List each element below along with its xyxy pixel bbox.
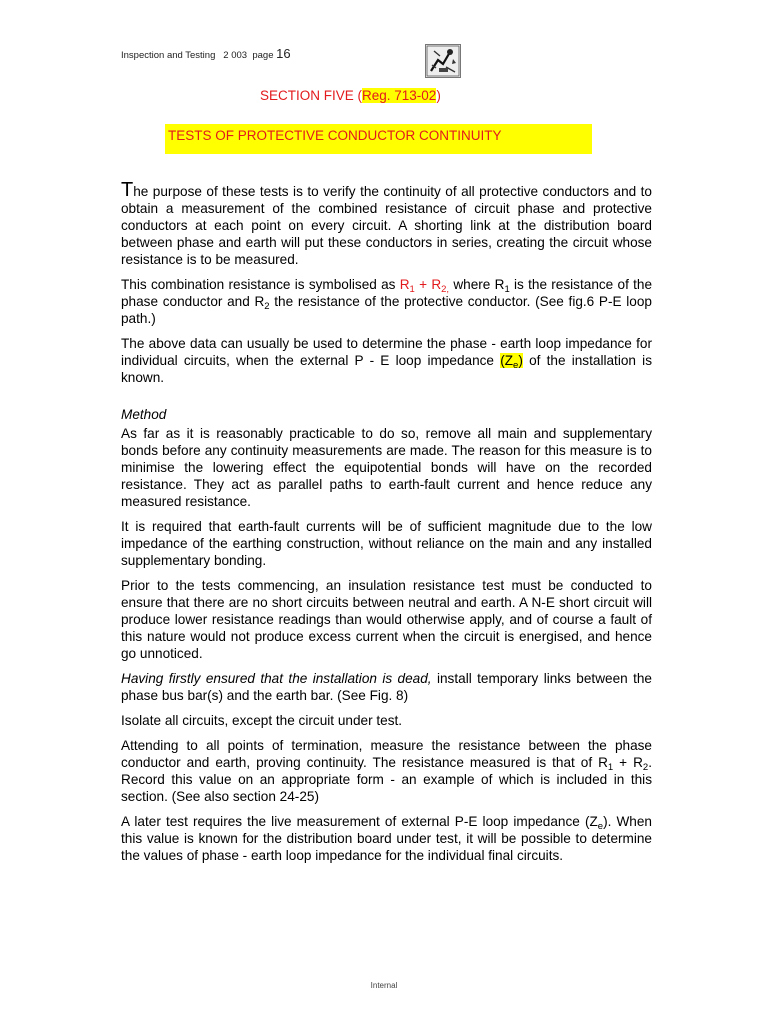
drop-cap: T [121, 179, 134, 201]
r1-plus-r2: $R_1 + R_{2,}$ [399, 277, 450, 295]
page-number: 16 [276, 46, 291, 61]
paragraph-intro: The purpose of these tests is to verify the continuity of all protective conductors and to obtain a measurement of the combined resistance of circuit phase and protective conductors at each point on every circuit. A shorting link at the distribution board between phase and earth will put these conductors in series, creating the circuit whose resistance is to be measured. [121, 179, 652, 267]
paragraph-combination: This combination resistance is symbolised as $R_1 + R_{2,}$ where $R_1$ is the resistance of the phase conductor and $R_2$ the resistance of the protective conductor. (See fig.6 P-E loop path.) [121, 277, 653, 326]
electrician-clipart-icon [425, 44, 461, 78]
title-banner [165, 124, 592, 154]
paragraph-remove-bonds: As far as it is reasonably practicable to do so, remove all main and supplementary bonds before any continuity measurements are made. The reason for this measure is to minimise the lowering effect the equipotential bonds will have on the recorded resistance. They act as parallel paths to earth-fault current and hence reduce any measured resistance. [121, 426, 652, 509]
page-header [121, 46, 291, 61]
method-heading: Method [121, 407, 167, 422]
paragraph-earth-fault: It is required that earth-fault currents will be of sufficient magnitude due to the low impedance of the earthing construction, without reliance on the main and any installed supplementary bonding. [121, 519, 652, 568]
section-suffix: ) [436, 88, 441, 103]
banner-title: TESTS OF PROTECTIVE CONDUCTOR CONTINUITY [168, 128, 502, 143]
page-footer: Internal [370, 981, 398, 990]
paragraph-loop-impedance: The above data can usually be used to determine the phase - earth loop impedance for individual circuits, when the external P - E loop impedance $(Z_e)$ of the installation is known. [121, 336, 652, 385]
section-reg: Reg. 713-02 [362, 88, 437, 103]
paragraph-measure: Attending to all points of termination, measure the resistance between the phase conductor and earth, proving continuity. The resistance measured is that of $R_1 + R_2$. Record this value on an appropriate form - an example of which is included in this section. (See also section 24-25) [121, 738, 652, 804]
paragraph-temporary-links: Having firstly ensured that the installation is dead, install temporary links between the phase bus bar(s) and the earth bar. (See Fig. 8) [121, 671, 652, 703]
ze-highlight: $(Z_e)$ [500, 353, 523, 371]
section-title [260, 88, 441, 103]
header-page-word: page [252, 50, 274, 61]
section-prefix: SECTION FIVE ( [260, 88, 363, 103]
paragraph-later-test: A later test requires the live measurement of external P-E loop impedance $(Z_e)$. When this value is known for the distribution board under test, it will be possible to determine the values of phase - earth loop impedance for the individual final circuits. [121, 814, 652, 863]
body-text [121, 179, 653, 872]
paragraph-isolate: Isolate all circuits, except the circuit under test. [121, 713, 403, 728]
header-year: 2 003 [223, 50, 248, 61]
header-label: Inspection and Testing [121, 50, 216, 61]
paragraph-insulation-test: Prior to the tests commencing, an insulation resistance test must be conducted to ensure that there are no short circuits between neutral and earth. A N-E short circuit will produce lower resistance readings than would otherwise apply, and of course a fault of this nature would not produce excess current when the circuit is energised, and hence go unnoticed. [121, 578, 652, 661]
